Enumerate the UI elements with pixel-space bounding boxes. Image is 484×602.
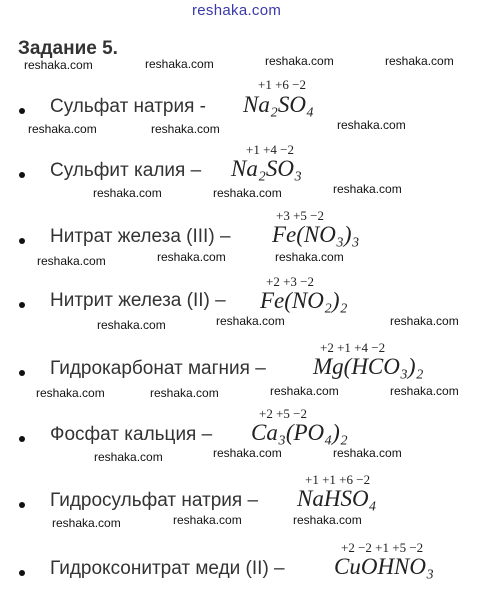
chemical-formula: Fe(NO₃)₃	[272, 222, 360, 247]
item-label: Нитрат железа (III) –	[50, 226, 231, 247]
bullet	[19, 570, 25, 576]
watermark: reshaka.com	[337, 118, 406, 132]
watermark: reshaka.com	[390, 314, 459, 328]
watermark: reshaka.com	[293, 513, 362, 527]
item-label: Гидросульфат натрия –	[50, 490, 259, 511]
watermark: reshaka.com	[265, 54, 334, 68]
watermark: reshaka.com	[24, 58, 93, 72]
watermark: reshaka.com	[385, 54, 454, 68]
watermark: reshaka.com	[93, 186, 162, 200]
watermark: reshaka.com	[157, 250, 226, 264]
watermark: reshaka.com	[213, 186, 282, 200]
watermark: reshaka.com	[390, 384, 459, 398]
bullet	[19, 302, 25, 308]
oxidation-states: +2 +5 −2	[259, 406, 307, 421]
oxidation-states: +2 +1 +4 −2	[320, 340, 386, 355]
item-label: Сульфат натрия -	[50, 96, 206, 117]
watermark: reshaka.com	[213, 446, 282, 460]
watermark: reshaka.com	[150, 386, 219, 400]
bullet	[19, 502, 25, 508]
oxidation-states: +1 +1 +6 −2	[305, 472, 371, 487]
chemical-formula: Na₂SO₃	[231, 156, 302, 181]
chemical-formula: Mg(HCO₃)₂	[313, 354, 424, 379]
watermark: reshaka.com	[97, 318, 166, 332]
watermark: reshaka.com	[275, 250, 344, 264]
item-label: Сульфит калия –	[50, 160, 202, 181]
bullet	[19, 436, 25, 442]
watermark: reshaka.com	[52, 516, 121, 530]
watermark: reshaka.com	[28, 122, 97, 136]
item-label: Гидроксонитрат меди (II) –	[50, 558, 285, 579]
chemical-formula: Na₂SO₄	[243, 92, 314, 117]
item-label: Нитрит железа (II) –	[50, 290, 226, 311]
watermark: reshaka.com	[36, 386, 105, 400]
oxidation-states: +2 −2 +1 +5 −2	[341, 540, 424, 555]
bullet	[19, 108, 25, 114]
item-label: Гидрокарбонат магния –	[50, 358, 266, 379]
oxidation-states: +2 +3 −2	[266, 274, 314, 289]
watermark: reshaka.com	[151, 122, 220, 136]
oxidation-states: +3 +5 −2	[276, 208, 324, 223]
watermark: reshaka.com	[94, 450, 163, 464]
watermark: reshaka.com	[173, 513, 242, 527]
chemical-formula: Ca₃(PO₄)₂	[251, 420, 348, 445]
chemical-formula: NaHSO₄	[297, 486, 377, 511]
watermark: reshaka.com	[145, 57, 214, 71]
item-label: Фосфат кальция –	[50, 424, 213, 445]
watermark: reshaka.com	[37, 254, 106, 268]
bullet	[19, 172, 25, 178]
watermark: reshaka.com	[270, 384, 339, 398]
watermark: reshaka.com	[333, 446, 402, 460]
chemical-formula: CuOHNO₃	[334, 554, 435, 579]
oxidation-states: +1 +6 −2	[258, 77, 306, 92]
chemical-formula: Fe(NO₂)₂	[260, 288, 348, 313]
bullet	[19, 370, 25, 376]
watermark: reshaka.com	[216, 314, 285, 328]
task-title: Задание 5.	[18, 38, 118, 59]
watermark: reshaka.com	[333, 182, 402, 196]
oxidation-states: +1 +4 −2	[246, 142, 294, 157]
site-title: reshaka.com	[192, 2, 282, 19]
bullet	[19, 238, 25, 244]
